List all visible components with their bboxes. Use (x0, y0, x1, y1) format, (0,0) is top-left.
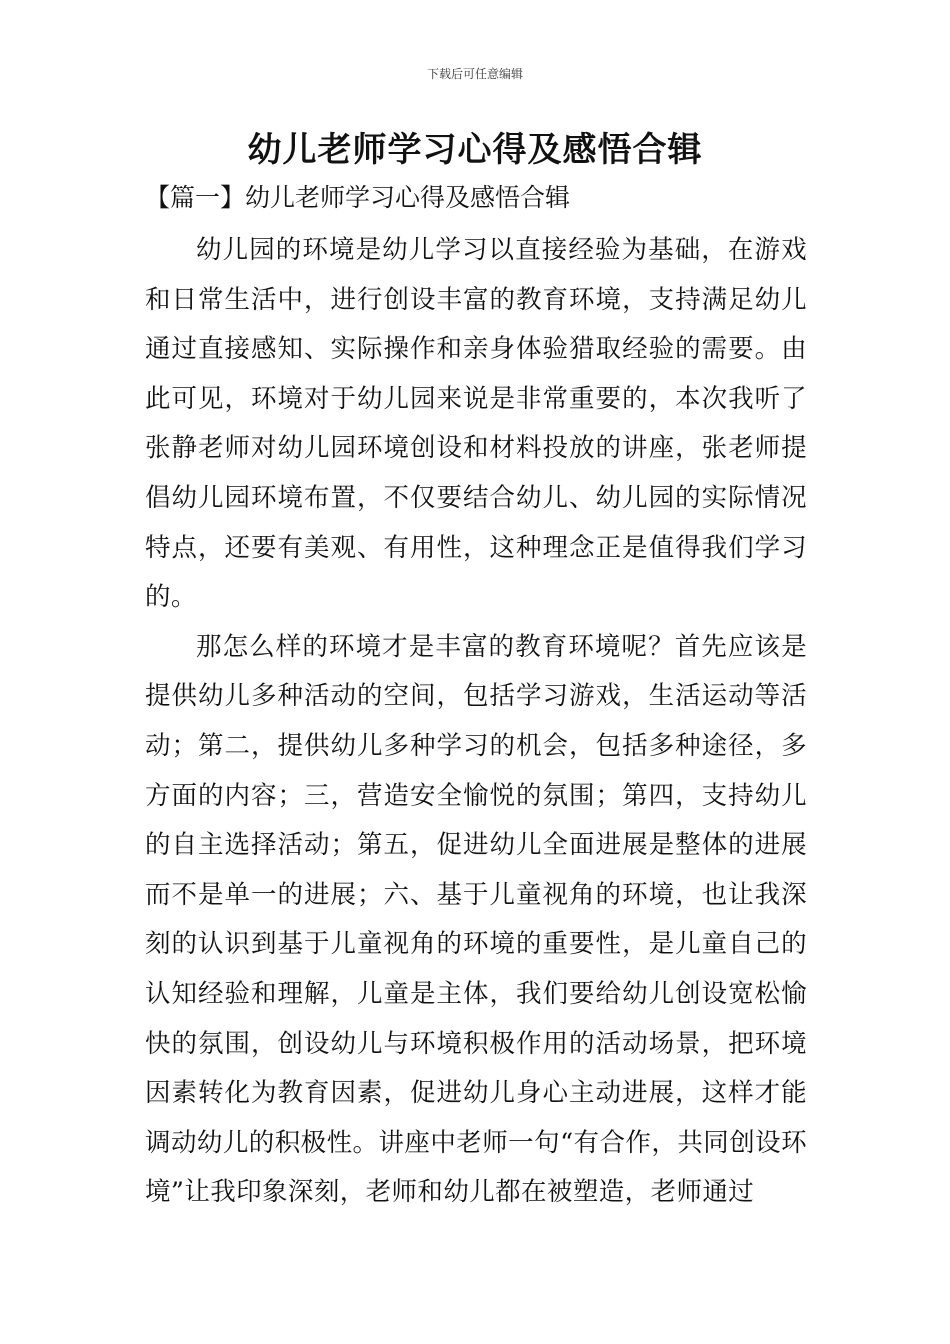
paragraph-1: 幼儿园的环境是幼儿学习以直接经验为基础，在游戏和日常生活中，进行创设丰富的教育环境，支持满足幼儿通过直接感知、实际操作和亲身体验猎取经验的需要。由此可见，环境对于幼儿园来说是非常重要的，本次我听了张静老师对幼儿园环境创设和材料投放的讲座，张老师提倡幼儿园环境布置，不仅要结合幼儿、幼儿园的实际情况特点，还要有美观、有用性，这种理念正是值得我们学习的。 (145, 235, 807, 613)
header-note: 下载后可任意编辑 (426, 67, 523, 81)
body-text (145, 226, 807, 1218)
section-heading: 【篇一】幼儿老师学习心得及感悟合辑 (145, 183, 571, 212)
paragraph-2: 那怎么样的环境才是丰富的教育环境呢？首先应该是提供幼儿多种活动的空间，包括学习游戏，生活运动等活动；第二，提供幼儿多种学习的机会，包括多种途径，多方面的内容；三，营造安全愉悦的氛围；第四，支持幼儿的自主选择活动；第五，促进幼儿全面进展是整体的进展而不是单一的进展；六、基于儿童视角的环境，也让我深刻的认识到基于儿童视角的环境的重要性，是儿童自己的认知经验和理解，儿童是主体，我们要给幼儿创设宽松愉快的氛围，创设幼儿与环境积极作用的活动场景，把环境因素转化为教育因素，促进幼儿身心主动进展，这样才能调动幼儿的积极性。讲座中老师一句“有合作，共同创设环境”让我印象深刻，老师和幼儿都在被塑造，老师通过 (145, 631, 807, 1208)
document-title: 幼儿老师学习心得及感悟合辑 (247, 130, 703, 170)
